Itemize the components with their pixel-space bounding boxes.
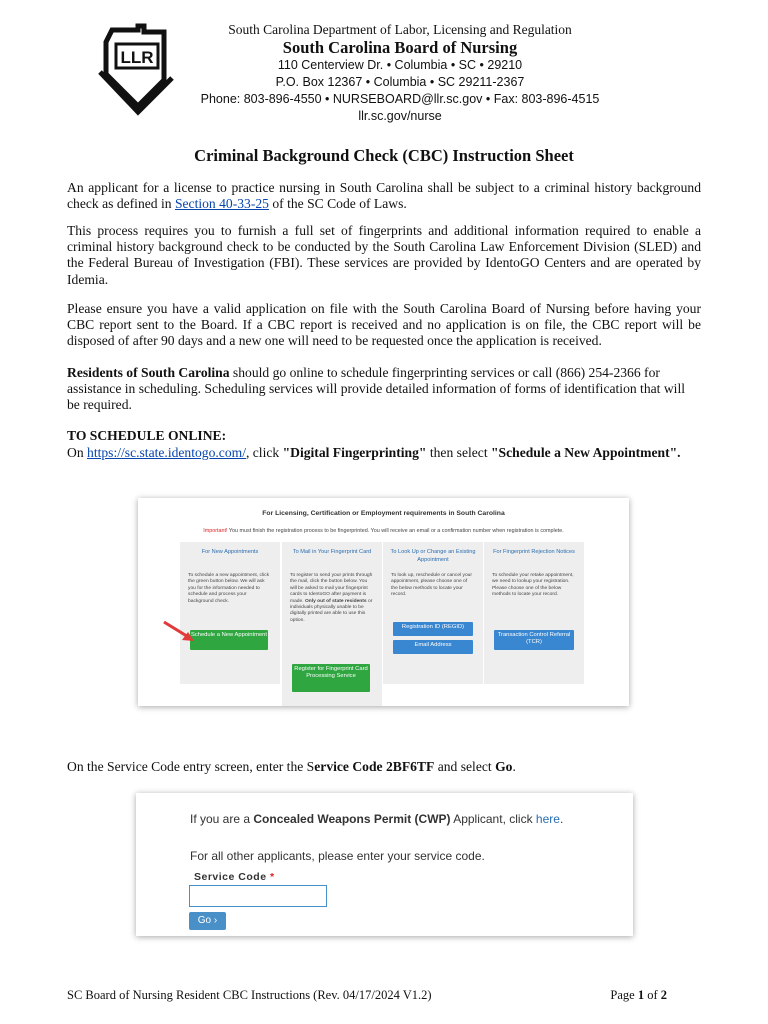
address-line-1: 110 Centerview Dr. • Columbia • SC • 29210 — [277, 58, 523, 72]
register-fingerprint-card-button[interactable]: Register for Fingerprint Card Processing Service — [292, 664, 370, 692]
address-line-2: P.O. Box 12367 • Columbia • SC 29211-2367 — [275, 75, 525, 89]
paragraph-application: Please ensure you have a valid application on file with the South Carolina Board of Nursing before having your CBC report sent to the Board. If a CBC report is received and no application is on file, the CBC report will be disposed of after 90 days and a new one will need to be requested once the application is received. — [67, 301, 701, 349]
service-code-input[interactable] — [189, 885, 327, 907]
service-code-label: Service Code * — [194, 871, 275, 883]
tcr-button[interactable]: Transaction Control Referral (TCR) — [494, 630, 574, 650]
identogo-title: For Licensing, Certification or Employment requirements in South Carolina — [262, 510, 505, 517]
identogo-important: Important! You must finish the registration process to be fingerprinted. You will receive an email or a confirmation number when registration is complete. — [203, 528, 564, 534]
footer-left: SC Board of Nursing Resident CBC Instructions (Rev. 04/17/2024 V1.2) — [67, 988, 432, 1002]
chevron-right-icon: › — [211, 915, 218, 926]
column-existing-appointment: To Look Up or Change an Existing Appointment To look up, reschedule or cancel your appointment, please choose one of the below methods to locate your record. Registration ID (REGID) Email Address — [383, 542, 483, 684]
service-code-instructions: On the Service Code entry screen, enter the Service Code 2BF6TF and select Go. — [67, 759, 516, 774]
identogo-link[interactable]: https://sc.state.identogo.com/ — [87, 445, 246, 460]
identogo-screenshot — [138, 498, 629, 706]
column-rejection-notices: For Fingerprint Rejection Notices To schedule your retake appointment, we need to lookup your registration. Please choose one of the below methods to locate your record. Transaction Control Referral (TCR) — [484, 542, 584, 684]
page-number: Page 1 of 2 — [610, 988, 667, 1002]
section-link[interactable]: Section 40-33-25 — [174, 196, 269, 212]
logo-text: LLR — [120, 48, 154, 67]
llr-logo — [98, 22, 178, 118]
paragraph-intro: An applicant for a license to practice nursing in South Carolina shall be subject to a criminal history background check as defined in Section 40-33-25 of the SC Code of Laws. — [67, 180, 701, 212]
board-name: South Carolina Board of Nursing — [282, 38, 518, 57]
cwp-here-link[interactable]: here — [535, 812, 560, 826]
schedule-instructions: On https://sc.state.identogo.com/, click "Digital Fingerprinting" then select "Schedule a New Appointment". — [67, 445, 681, 460]
contact-line: Phone: 803-896-4550 • NURSEBOARD@llr.sc.gov • Fax: 803-896-4515 — [200, 92, 600, 106]
paragraph-process: This process requires you to furnish a full set of fingerprints and additional information required to enable a criminal history background check to be conducted by the South Carolina Law Enforcement Division (SLED) and the Federal Bureau of Investigation (FBI). These services are provided by IdentoGO Centers and are operated by Idemia. — [67, 223, 701, 287]
column-mail-fingerprint: To Mail in Your Fingerprint Card To register to send your prints through the mail, click the button below. You will be asked to mail your fingerprint cards to IdentoGO after payment is made. Only out of state residents or individuals physically unable to be digitally printed are able to use this option. Register for Fingerprint Card Processing Service — [282, 542, 382, 706]
page-title: Criminal Background Check (CBC) Instruction Sheet — [194, 146, 574, 165]
go-button[interactable]: Go › — [189, 912, 226, 930]
schedule-heading: TO SCHEDULE ONLINE: — [67, 428, 227, 443]
other-applicants-line: For all other applicants, please enter your service code. — [190, 849, 485, 863]
website-line: llr.sc.gov/nurse — [358, 109, 442, 123]
registration-id-button[interactable]: Registration ID (REGID) — [393, 622, 473, 636]
paragraph-residents: Residents of South Carolina should go online to schedule fingerprinting services or call (866) 254-2366 for assistance in scheduling. Scheduling services will provide detailed information of forms of identification that will be required. — [67, 365, 685, 413]
red-arrow-icon — [160, 618, 200, 646]
department-name: South Carolina Department of Labor, Licensing and Regulation — [228, 22, 572, 37]
service-code-screenshot — [136, 793, 633, 936]
column-new-appointments: For New Appointments To schedule a new appointment, click the green button below. We will ask you for the information needed to schedule and process your background check. Schedule a New Appointment — [180, 542, 280, 684]
cwp-line: If you are a Concealed Weapons Permit (CWP) Applicant, click here. — [190, 812, 564, 826]
schedule-new-appointment-button[interactable]: Schedule a New Appointment — [190, 630, 268, 650]
email-address-button[interactable]: Email Address — [393, 640, 473, 654]
